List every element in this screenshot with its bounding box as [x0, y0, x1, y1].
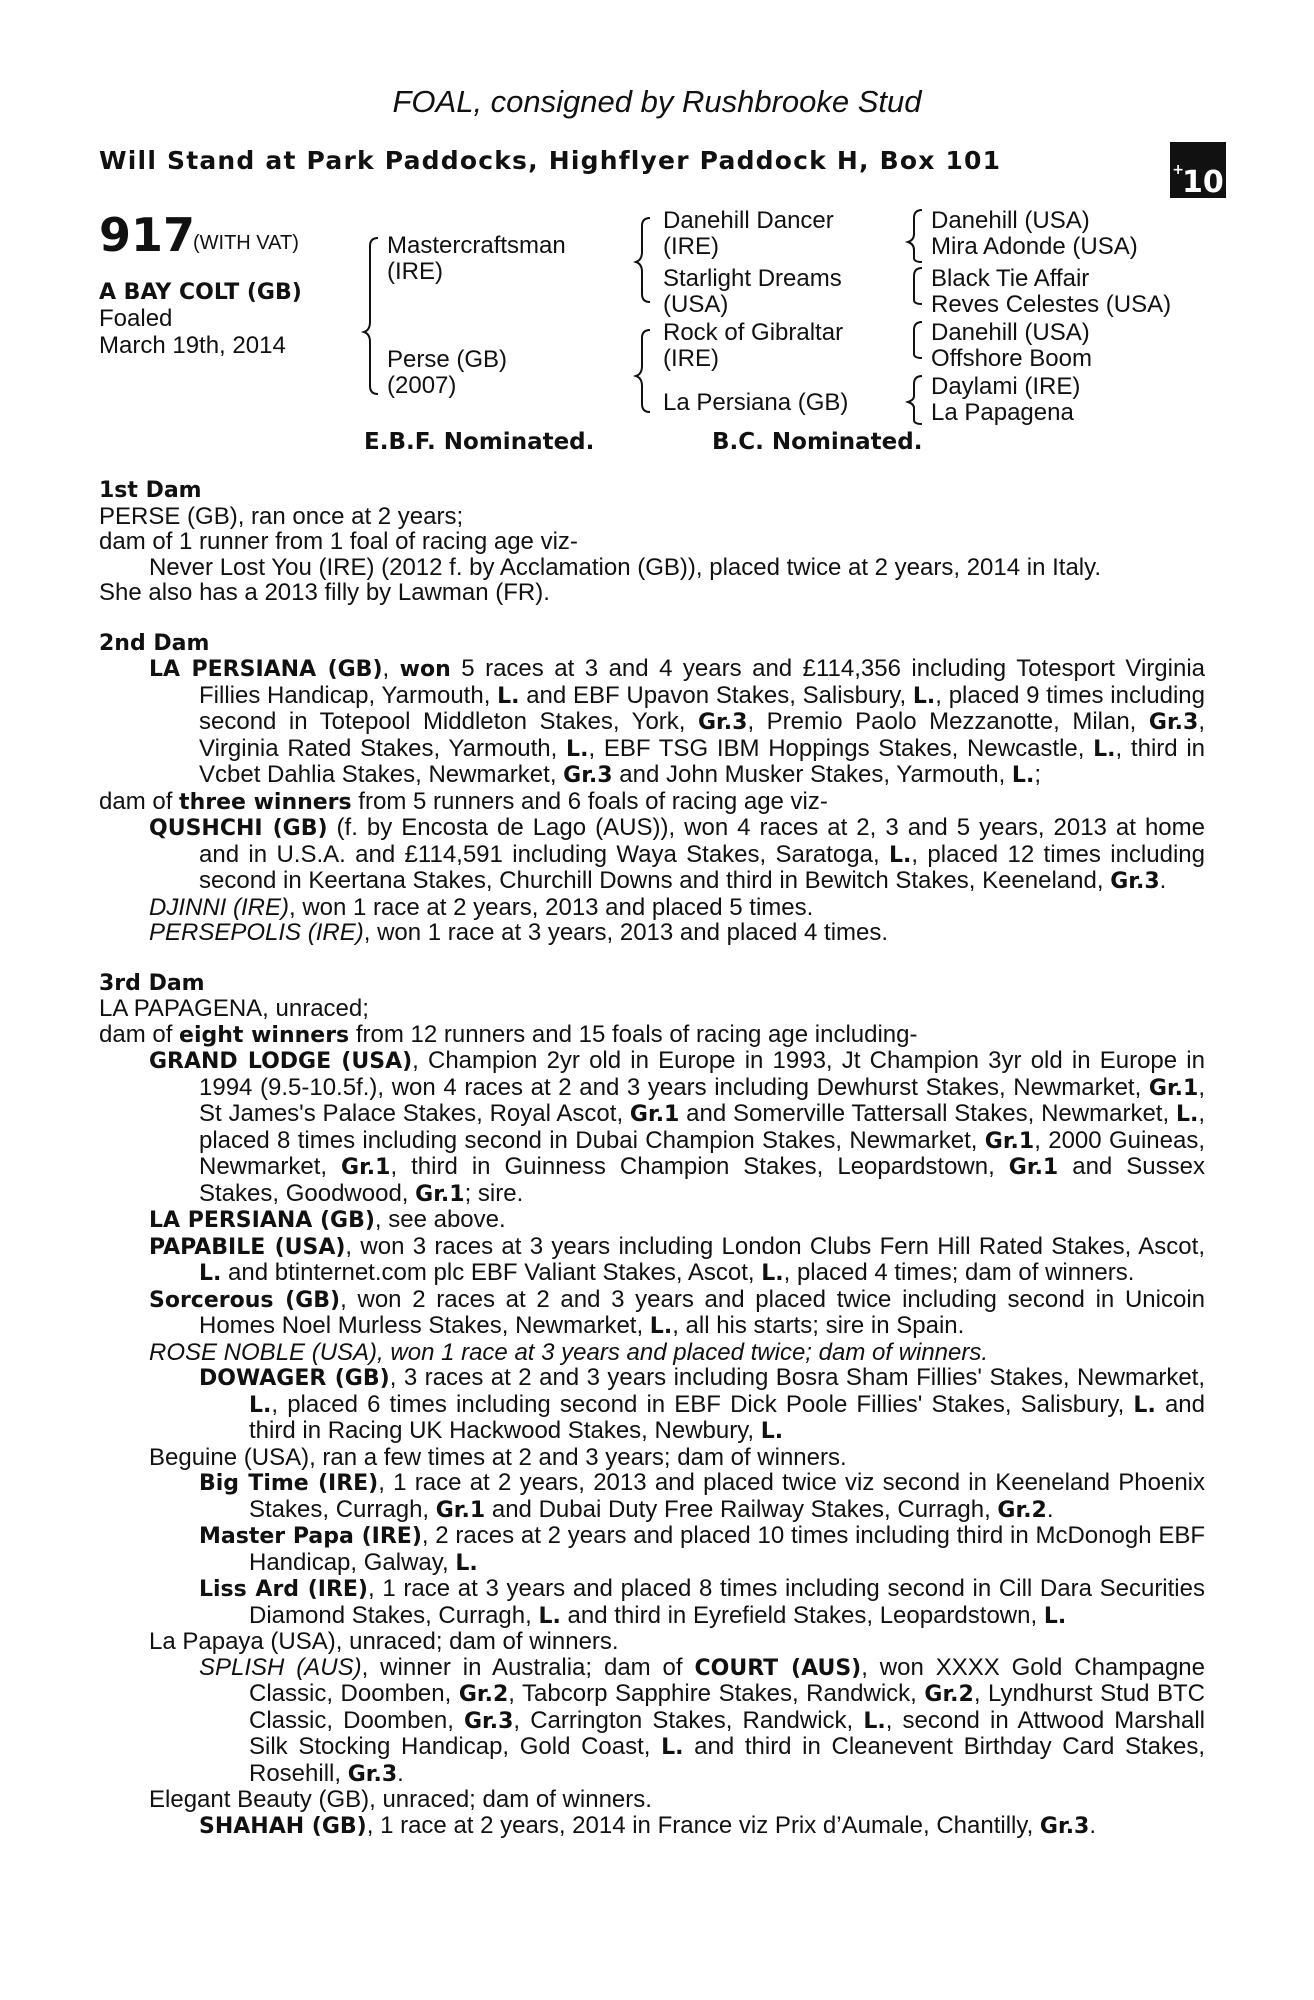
record-text: , Lyndhurst Stud BTC Classic, Doomben,: [249, 1680, 1205, 1734]
gen2-0-line-2: (IRE): [663, 233, 719, 260]
grade: Gr.1: [629, 1102, 680, 1127]
ebf-nomination: E.B.F. Nominated.: [364, 429, 595, 455]
record-text: 5 races at 3 and 4 years and £114,356 including Totesport Virginia Fillies Handicap, Yarmouth,: [199, 655, 1205, 709]
grade: L.: [1043, 1603, 1067, 1629]
grade: Gr.1: [1148, 1075, 1199, 1101]
horse-name: SPLISH (AUS): [199, 1653, 362, 1681]
horse-name: DJINNI (IRE): [149, 893, 289, 921]
grade: L.: [760, 1419, 784, 1444]
foaled-label: Foaled: [99, 305, 173, 332]
record-text: , third in Guinness Champion Stakes, Leopardstown,: [390, 1153, 1009, 1180]
sire-line-1: Mastercraftsman: [387, 232, 566, 259]
grade: Gr.2: [924, 1682, 974, 1707]
winners-count: eight winners: [179, 1022, 350, 1048]
second-dam-record: LA PERSIANA (GB), won 5 races at 3 and 4 years and £114,356 including Totesport Virginia Fillies Handicap, Yarmouth, L. and EBF Upavon Stakes, Salisbury, L., placed 9 times including second in Totepool Middleton Stakes, York, Gr.3, Premio Paolo Mezzanotte, Milan, Gr.3, Virginia Rated Stakes, Yarmouth, L., EBF TSG IBM Hoppings Stakes, Newcastle, L., third in Vcbet Dahlia Stakes, Newmarket, Gr.3 and John Musker Stakes, Yarmouth, L.;: [149, 655, 1206, 788]
grade: L.: [1133, 1392, 1156, 1418]
g3-bracket-3: [914, 322, 922, 358]
horse-name: PERSEPOLIS (IRE): [149, 919, 364, 946]
horse-name: SHAHAH (GB): [199, 1813, 367, 1839]
produce-djinni: [99, 895, 1205, 921]
record-text: and third in Racing UK Hackwood Stakes, Newbury,: [249, 1390, 1205, 1444]
g3-bracket-2: [914, 268, 922, 304]
text: from 12 runners and 15 foals of racing age including-: [349, 1020, 918, 1048]
gen3-6: Daylami (IRE): [931, 373, 1081, 400]
second-dam-produce-intro: [99, 789, 1205, 816]
gen3-0: Danehill (USA): [931, 207, 1090, 234]
granddam-dam: [663, 390, 848, 416]
first-dam-note: She also has a 2013 filly by Lawman (FR).: [99, 579, 550, 606]
first-dam-produce-intro: dam of 1 runner from 1 foal of racing age viz-: [99, 528, 578, 555]
record-text: and Sussex Stakes, Goodwood,: [199, 1153, 1205, 1207]
produce-liss-ard: [99, 1576, 1205, 1629]
grade: L.: [249, 1392, 272, 1418]
gen3-4: Danehill (USA): [931, 319, 1090, 346]
dam-bracket: [636, 330, 650, 412]
record-text: , placed 8 times including second in Dubai Champion Stakes, Newmarket,: [199, 1100, 1205, 1154]
grade: L.: [538, 1603, 561, 1629]
text: from 5 runners and 6 foals of racing age viz-: [351, 787, 828, 815]
first-dam-heading: 1st Dam: [99, 478, 202, 503]
horse-name: Liss Ard (IRE): [199, 1577, 368, 1602]
grade: L.: [1175, 1102, 1199, 1127]
record-text: , Carrington Stakes, Randwick,: [513, 1706, 864, 1734]
record-text: , 2 races at 2 years and placed 10 times including third in McDonogh EBF Handicap, Galway,: [249, 1522, 1205, 1576]
record-text: , won 1 race at 3 years, 2013 and placed 4 times.: [363, 919, 889, 946]
grade: Gr.3: [698, 710, 748, 735]
grade: L.: [912, 683, 936, 709]
record-text: and btinternet.com plc EBF Valiant Stakes, Ascot,: [221, 1259, 762, 1286]
grade: L.: [566, 736, 589, 762]
record-text: , third in Vcbet Dahlia Stakes, Newmarket,: [199, 734, 1206, 788]
gen3-3: Reves Celestes (USA): [931, 291, 1172, 318]
record-text: ;: [1034, 761, 1041, 788]
g3-bracket-1: [908, 210, 922, 262]
record-text: and John Musker Stakes, Yarmouth,: [612, 761, 1012, 788]
sire-name: [387, 233, 566, 285]
third-dam-line: LA PAPAGENA, unraced;: [99, 995, 369, 1022]
lot-number: 917: [99, 208, 196, 262]
record-text: , 3 races at 2 and 3 years including Bosra Sham Fillies' Stakes, Newmarket,: [389, 1364, 1206, 1391]
grade: L.: [1093, 736, 1116, 762]
produce-elegant-beauty: Elegant Beauty (GB), unraced; dam of winners.: [149, 1786, 652, 1813]
record-text: , all his starts; sire in Spain.: [672, 1312, 965, 1339]
grade: Gr.3: [347, 1761, 398, 1787]
first-dam-line: PERSE (GB), ran once at 2 years;: [99, 502, 464, 530]
grade: Gr.2: [997, 1497, 1047, 1523]
grade: Gr.1: [984, 1128, 1035, 1154]
produce-papabile: [99, 1234, 1205, 1287]
second-dam-heading: 2nd Dam: [99, 630, 210, 656]
grade: Gr.3: [1039, 1813, 1090, 1839]
gen3-column: [931, 208, 1171, 426]
badge-number: 10: [1181, 165, 1224, 200]
badge-mark: +: [1172, 162, 1184, 178]
lot-description: A BAY COLT (GB): [99, 280, 302, 305]
record-text: and third in Eyrefield Stakes, Leopardstown,: [560, 1601, 1044, 1629]
grade: Gr.1: [341, 1155, 391, 1180]
horse-name: LA PERSIANA (GB): [149, 657, 383, 682]
grade: L.: [199, 1261, 222, 1286]
grade: Gr.2: [458, 1682, 509, 1707]
gen2-1-line-2: (USA): [663, 291, 729, 318]
produce-splish: [99, 1655, 1205, 1788]
record-text: , St James's Palace Stakes, Royal Ascot,: [199, 1073, 1205, 1127]
gen3-2: Black Tie Affair: [931, 265, 1090, 292]
record-text: and Somerville Tattersall Stakes, Newmarket,: [679, 1100, 1176, 1127]
dam-line-1: Perse (GB): [387, 346, 508, 373]
record-text: , 1 race at 2 years, 2014 in France viz Prix d’Aumale, Chantilly,: [366, 1811, 1040, 1839]
granddam-sire: [663, 266, 842, 318]
produce-dowager: [99, 1365, 1205, 1445]
grade: L.: [761, 1261, 784, 1286]
gen3-1: Mira Adonde (USA): [931, 233, 1138, 260]
horse-name: DOWAGER (GB): [199, 1366, 390, 1391]
record-text: , Virginia Rated Stakes, Yarmouth,: [199, 708, 1205, 762]
horse-name: Master Papa (IRE): [199, 1524, 422, 1549]
horse-name: Big Time (IRE): [199, 1471, 379, 1496]
produce-la-papaya: La Papaya (USA), unraced; dam of winners.: [149, 1628, 619, 1655]
horse-name: LA PERSIANA (GB): [149, 1208, 375, 1233]
grade: L.: [661, 1735, 684, 1760]
grandsire-dam: [663, 320, 843, 372]
record-text: , placed 12 times including second in Keertana Stakes, Churchill Downs and third in Bewitch Stakes, Keeneland,: [199, 840, 1205, 894]
produce-shahah: [99, 1813, 1205, 1840]
grade: L.: [649, 1314, 673, 1339]
record-text: , second in Attwood Marshall Silk Stocking Handicap, Gold Coast,: [249, 1706, 1205, 1760]
record-text: , won 1 race at 2 years, 2013 and placed 5 times.: [289, 893, 814, 921]
grade: L.: [1011, 763, 1035, 788]
third-dam-produce-intro: [99, 1022, 1205, 1049]
record-text: , won XXXX Gold Champagne Classic, Doomben,: [249, 1653, 1205, 1707]
grade: Gr.1: [415, 1181, 465, 1207]
horse-name: GRAND LODGE (USA): [149, 1049, 413, 1074]
record-text: ; sire.: [464, 1179, 524, 1207]
won-label: won: [399, 657, 451, 682]
record-text: , winner in Australia; dam of: [361, 1653, 695, 1681]
gen2-2-line-1: Rock of Gibraltar: [663, 319, 844, 346]
text: dam of: [99, 1020, 180, 1048]
grade: L.: [863, 1708, 886, 1734]
foaled-date: March 19th, 2014: [99, 332, 286, 359]
grade: Gr.3: [1110, 869, 1160, 894]
dam-name: [387, 347, 507, 399]
produce-master-papa: [99, 1523, 1205, 1576]
record-text: and Dubai Duty Free Railway Stakes, Curragh,: [485, 1495, 998, 1523]
catalogue-body: [99, 478, 1205, 1839]
record-text: and third in Cleanevent Birthday Card Stakes, Rosehill,: [249, 1733, 1205, 1787]
grandsire-sire: [663, 208, 834, 260]
record-text: .: [1159, 867, 1167, 894]
gen3-5: Offshore Boom: [931, 345, 1092, 372]
grade: Gr.3: [1148, 710, 1199, 735]
dam-line-2: (2007): [387, 372, 457, 399]
produce-la-persiana: [99, 1207, 1205, 1234]
record-text: , Champion 2yr old in Europe in 1993, Jt Champion 3yr old in Europe in 1994 (9.5-10.5f.), won 4 races at 2 and 3 years including Dewhurst Stakes, Newmarket,: [199, 1047, 1205, 1101]
grade: Gr.1: [1008, 1155, 1059, 1180]
gen2-1-line-1: Starlight Dreams: [663, 265, 842, 292]
page-title: FOAL, consigned by Rushbrooke Stud: [392, 84, 922, 119]
record-text: , Tabcorp Sapphire Stakes, Randwick,: [508, 1680, 925, 1707]
third-dam-heading: 3rd Dam: [99, 970, 205, 996]
bc-nomination: B.C. Nominated.: [712, 429, 923, 455]
record-text: , 1 race at 3 years and placed 8 times including second in Cill Dara Securities Diamond Stakes, Curragh,: [249, 1575, 1205, 1629]
sire-bracket: [636, 218, 650, 302]
produce-big-time: [99, 1470, 1205, 1523]
horse-name: PAPABILE (USA): [149, 1234, 346, 1260]
gen2-2-line-2: (IRE): [663, 345, 719, 372]
grade: Gr.1: [435, 1497, 486, 1523]
vat-label: (WITH VAT): [193, 232, 299, 254]
produce-qushchi: [99, 815, 1205, 895]
grade: L.: [497, 683, 520, 709]
produce-beguine: Beguine (USA), ran a few times at 2 and 3 years; dam of winners.: [149, 1443, 847, 1471]
winners-count: three winners: [179, 789, 352, 815]
text: dam of: [99, 787, 180, 815]
grade: L.: [455, 1550, 478, 1576]
record-text: , Premio Paolo Mezzanotte, Milan,: [747, 708, 1149, 735]
record-text: , placed 4 times; dam of winners.: [783, 1259, 1135, 1286]
grade: Gr.3: [563, 763, 613, 788]
record-text: , see above.: [374, 1206, 506, 1233]
record-text: , 2000 Guineas, Newmarket,: [199, 1126, 1206, 1180]
horse-name: QUSHCHI (GB): [149, 816, 328, 841]
record-text: .: [1046, 1495, 1054, 1523]
gen3-7: La Papagena: [931, 399, 1074, 426]
g3-bracket-4: [908, 376, 922, 424]
produce-grand-lodge: [99, 1048, 1205, 1207]
horse-name: COURT (AUS): [694, 1655, 862, 1681]
first-dam-produce: Never Lost You (IRE) (2012 f. by Acclamation (GB)), placed twice at 2 years, 2014 in Italy.: [149, 553, 1102, 581]
record-text: , placed 6 times including second in EBF Dick Poole Fillies' Stakes, Salisbury,: [271, 1390, 1134, 1418]
produce-sorcerous: [99, 1287, 1205, 1340]
record-text: , won 3 races at 3 years including London Clubs Fern Hill Rated Stakes, Ascot,: [345, 1232, 1205, 1260]
grade: Gr.3: [463, 1708, 514, 1734]
record-text: .: [1089, 1811, 1097, 1839]
record-text: (f. by Encosta de Lago (AUS)), won 4 races at 2, 3 and 5 years, 2013 at home and in U.S.A. and £114,591 including Waya Stakes, Saratoga,: [199, 814, 1205, 868]
record-text: , placed 9 times including second in Totepool Middleton Stakes, York,: [199, 681, 1206, 735]
horse-name: Sorcerous (GB): [149, 1287, 341, 1313]
gen2-0-line-1: Danehill Dancer: [663, 207, 834, 234]
record-text: , EBF TSG IBM Hoppings Stakes, Newcastle,: [588, 734, 1094, 762]
record-text: , 1 race at 2 years, 2013 and placed twice viz second in Keeneland Phoenix Stakes, Curragh,: [249, 1469, 1205, 1523]
sire-line-2: (IRE): [387, 258, 443, 285]
produce-persepolis: [99, 920, 1205, 946]
record-text: , won 2 races at 2 and 3 years and placed twice including second in Unicoin Homes Noel Murless Stakes, Newmarket,: [199, 1285, 1206, 1339]
gen2-3-line-1: La Persiana (GB): [663, 389, 849, 416]
stand-location: Will Stand at Park Paddocks, Highflyer Paddock H, Box 101: [99, 146, 1002, 175]
sire-dam-bracket: [364, 238, 378, 394]
produce-rose-noble: ROSE NOBLE (USA), won 1 race at 3 years and placed twice; dam of winners.: [149, 1338, 989, 1366]
grade: L.: [889, 842, 912, 868]
record-text: .: [397, 1759, 404, 1787]
record-text: and EBF Upavon Stakes, Salisbury,: [519, 681, 913, 709]
